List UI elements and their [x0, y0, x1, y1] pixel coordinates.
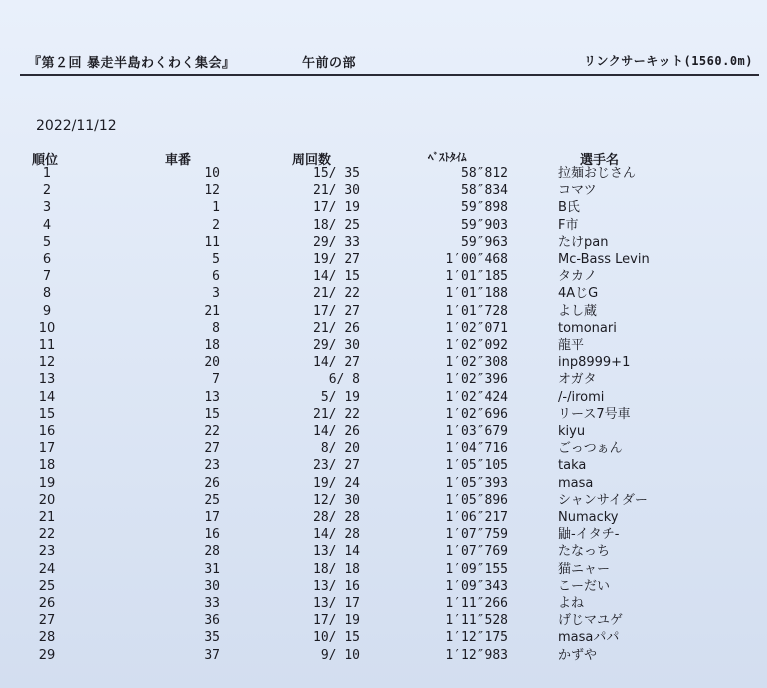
table-row	[20, 509, 758, 526]
best-time-cell: 1′00″468	[445, 252, 508, 268]
laps-cell: 14/ 28	[313, 527, 360, 543]
driver-name-cell: こーだい	[558, 578, 611, 594]
table-row	[20, 165, 758, 182]
best-time-cell: 1′02″071	[445, 320, 508, 336]
car-number-cell: 5	[212, 252, 220, 268]
best-time-cell: 1′05″896	[445, 492, 508, 508]
column-spacer	[508, 371, 558, 388]
rank-cell: 21	[38, 510, 56, 526]
column-spacer	[508, 423, 558, 440]
column-header-rank: 順位	[32, 153, 59, 168]
column-spacer	[508, 440, 558, 457]
car-number-cell: 3	[212, 286, 220, 302]
circuit-label: リンクサーキット(1560.0m)	[583, 54, 753, 68]
car-number-cell: 20	[204, 355, 220, 371]
driver-name-cell: 猫ニャー	[558, 561, 611, 577]
car-number-cell: 2	[212, 217, 220, 233]
laps-cell: 13/ 17	[313, 596, 360, 612]
laps-cell: 15/ 35	[313, 166, 360, 181]
table-row	[20, 612, 758, 629]
car-number-cell: 28	[204, 544, 220, 560]
driver-name-cell: 4AじG	[558, 286, 599, 302]
laps-cell: 9/ 10	[320, 647, 360, 663]
best-time-cell: 1′02″308	[445, 355, 508, 371]
rank-cell: 22	[38, 527, 56, 543]
laps-cell: 5/ 19	[320, 389, 360, 405]
table-row	[20, 475, 758, 492]
best-time-cell: 1′06″217	[445, 510, 508, 526]
rank-cell: 17	[38, 441, 56, 457]
column-spacer	[508, 182, 558, 199]
table-row	[20, 578, 758, 595]
car-number-cell: 10	[204, 166, 220, 181]
driver-name-cell: コマツ	[558, 183, 597, 199]
column-spacer	[508, 457, 558, 474]
best-time-cell: 1′11″266	[445, 596, 508, 612]
laps-cell: 21/ 22	[313, 286, 360, 302]
laps-cell: 13/ 14	[313, 544, 360, 560]
table-row	[20, 268, 758, 285]
rank-cell: 8	[42, 286, 52, 302]
car-number-cell: 25	[204, 492, 220, 508]
table-row	[20, 285, 758, 302]
driver-name-cell: 鼬-イタチ-	[558, 527, 620, 543]
column-spacer	[508, 612, 558, 629]
best-time-cell: 1′05″105	[445, 458, 508, 474]
best-time-cell: 1′02″696	[445, 406, 508, 422]
table-row	[20, 303, 758, 320]
rank-cell: 19	[38, 475, 56, 491]
rank-cell: 18	[38, 458, 56, 474]
rank-cell: 14	[38, 389, 56, 405]
driver-name-cell: リース7号車	[558, 406, 631, 422]
laps-cell: 12/ 30	[313, 492, 360, 508]
car-number-cell: 21	[204, 303, 220, 319]
column-spacer	[508, 217, 558, 234]
best-time-cell: 59″898	[461, 200, 508, 216]
table-row	[20, 492, 758, 509]
table-row	[20, 629, 758, 646]
best-time-cell: 1′09″155	[445, 561, 508, 577]
laps-cell: 29/ 30	[313, 338, 360, 354]
rank-cell: 7	[42, 269, 52, 285]
column-spacer	[508, 595, 558, 612]
best-time-cell: 1′01″188	[445, 286, 508, 302]
column-spacer	[508, 354, 558, 371]
laps-cell: 6/ 8	[328, 372, 360, 388]
column-spacer	[508, 251, 558, 268]
results-table	[20, 165, 758, 664]
table-row	[20, 457, 758, 474]
best-time-cell: 1′11″528	[445, 613, 508, 629]
laps-cell: 14/ 15	[313, 269, 360, 285]
driver-name-cell: B氏	[558, 200, 580, 216]
best-time-cell: 1′09″343	[445, 578, 508, 594]
rank-cell: 26	[38, 596, 56, 612]
rank-cell: 24	[38, 561, 56, 577]
driver-name-cell: 拉麺おじさん	[558, 166, 637, 181]
car-number-cell: 27	[204, 441, 220, 457]
car-number-cell: 13	[204, 389, 220, 405]
laps-cell: 21/ 30	[313, 183, 360, 199]
table-row	[20, 526, 758, 543]
laps-cell: 10/ 15	[313, 630, 360, 646]
header-divider	[20, 74, 759, 76]
car-number-cell: 35	[204, 630, 220, 646]
column-spacer	[508, 475, 558, 492]
best-time-cell: 1′12″983	[445, 647, 508, 663]
results-table-body	[20, 165, 758, 664]
laps-cell: 29/ 33	[313, 234, 360, 250]
table-row	[20, 354, 758, 371]
laps-cell: 19/ 27	[313, 252, 360, 268]
rank-cell: 29	[38, 647, 56, 663]
driver-name-cell: かずや	[558, 647, 598, 663]
driver-name-cell: kiyu	[558, 424, 586, 440]
rank-cell: 4	[42, 217, 52, 233]
car-number-cell: 12	[204, 183, 220, 199]
table-row	[20, 595, 758, 612]
driver-name-cell: masaパパ	[558, 630, 620, 646]
best-time-cell: 1′07″769	[445, 544, 508, 560]
table-row	[20, 320, 758, 337]
driver-name-cell: F市	[558, 217, 579, 233]
best-time-cell: 1′01″728	[445, 303, 508, 319]
column-spacer	[508, 337, 558, 354]
driver-name-cell: tomonari	[558, 320, 617, 336]
driver-name-cell: 龍平	[558, 338, 585, 354]
table-row	[20, 337, 758, 354]
rank-cell: 16	[38, 424, 56, 440]
driver-name-cell: ごっつぁん	[558, 441, 623, 457]
rank-cell: 1	[42, 166, 52, 181]
best-time-cell: 1′07″759	[445, 527, 508, 543]
laps-cell: 18/ 18	[313, 561, 360, 577]
rank-cell: 12	[38, 355, 56, 371]
best-time-cell: 58″834	[461, 183, 508, 199]
rank-cell: 28	[38, 630, 56, 646]
rank-cell: 9	[42, 303, 52, 319]
car-number-cell: 17	[204, 510, 220, 526]
table-row	[20, 561, 758, 578]
laps-cell: 18/ 25	[313, 217, 360, 233]
car-number-cell: 33	[204, 596, 220, 612]
laps-cell: 17/ 19	[313, 613, 360, 629]
column-spacer	[508, 234, 558, 251]
best-time-cell: 59″963	[461, 234, 508, 250]
car-number-cell: 6	[212, 269, 220, 285]
driver-name-cell: inp8999+1	[558, 355, 631, 371]
column-spacer	[508, 406, 558, 423]
laps-cell: 19/ 24	[313, 475, 360, 491]
car-number-cell: 18	[204, 338, 220, 354]
driver-name-cell: Numacky	[558, 510, 619, 526]
laps-cell: 13/ 16	[313, 578, 360, 594]
column-spacer	[508, 647, 558, 664]
best-time-cell: 1′02″092	[445, 338, 508, 354]
column-spacer	[508, 509, 558, 526]
driver-name-cell: /-/iromi	[558, 389, 605, 405]
driver-name-cell: Mc-Bass Levin	[558, 252, 650, 268]
car-number-cell: 31	[204, 561, 220, 577]
best-time-cell: 58″812	[461, 166, 508, 181]
laps-cell: 21/ 26	[313, 320, 360, 336]
table-row	[20, 647, 758, 664]
rank-cell: 20	[38, 492, 56, 508]
column-spacer	[508, 320, 558, 337]
column-spacer	[508, 526, 558, 543]
driver-name-cell: オガタ	[558, 372, 597, 388]
column-spacer	[508, 492, 558, 509]
driver-name-cell: たけpan	[558, 234, 609, 250]
rank-cell: 25	[38, 578, 56, 594]
car-number-cell: 23	[204, 458, 220, 474]
rank-cell: 10	[38, 320, 56, 336]
rank-cell: 13	[38, 372, 56, 388]
laps-cell: 17/ 27	[313, 303, 360, 319]
table-row	[20, 234, 758, 251]
column-header-best-time: ﾍﾞｽﾄﾀｲﾑ	[428, 151, 467, 164]
car-number-cell: 11	[204, 234, 220, 250]
driver-name-cell: タカノ	[558, 269, 598, 285]
table-row	[20, 440, 758, 457]
car-number-cell: 30	[204, 578, 220, 594]
car-number-cell: 8	[212, 320, 220, 336]
table-row	[20, 182, 758, 199]
car-number-cell: 26	[204, 475, 220, 491]
best-time-cell: 1′03″679	[445, 424, 508, 440]
car-number-cell: 1	[212, 200, 220, 216]
best-time-cell: 1′05″393	[445, 475, 508, 491]
column-spacer	[508, 629, 558, 646]
column-header-car-number: 車番	[165, 153, 192, 168]
driver-name-cell: よし蔵	[558, 303, 598, 319]
laps-cell: 14/ 27	[313, 355, 360, 371]
event-date: 2022/11/12	[36, 118, 117, 134]
column-header-driver-name: 選手名	[580, 153, 620, 168]
table-row	[20, 217, 758, 234]
car-number-cell: 7	[212, 372, 220, 388]
table-row	[20, 251, 758, 268]
car-number-cell: 16	[204, 527, 220, 543]
column-spacer	[508, 285, 558, 302]
rank-cell: 5	[42, 234, 52, 250]
column-header-laps: 周回数	[292, 153, 332, 168]
rank-cell: 3	[42, 200, 52, 216]
column-spacer	[508, 303, 558, 320]
rank-cell: 23	[38, 544, 56, 560]
table-row	[20, 543, 758, 560]
rank-cell: 11	[38, 338, 56, 354]
car-number-cell: 22	[204, 424, 220, 440]
table-row	[20, 199, 758, 216]
table-row	[20, 406, 758, 423]
rank-cell: 27	[38, 613, 56, 629]
car-number-cell: 15	[204, 406, 220, 422]
column-spacer	[508, 389, 558, 406]
column-spacer	[508, 578, 558, 595]
driver-name-cell: たなっち	[558, 544, 611, 560]
laps-cell: 23/ 27	[313, 458, 360, 474]
car-number-cell: 37	[204, 647, 220, 663]
laps-cell: 8/ 20	[320, 441, 360, 457]
driver-name-cell: シャンサイダー	[558, 492, 648, 508]
best-time-cell: 1′02″424	[445, 389, 508, 405]
event-title: 『第２回 暴走半島わくわく集会』	[28, 56, 236, 71]
laps-cell: 14/ 26	[313, 424, 360, 440]
best-time-cell: 1′01″185	[445, 269, 508, 285]
best-time-cell: 1′12″175	[445, 630, 508, 646]
best-time-cell: 1′02″396	[445, 372, 508, 388]
column-spacer	[508, 543, 558, 560]
laps-cell: 17/ 19	[313, 200, 360, 216]
driver-name-cell: よね	[558, 596, 585, 612]
column-spacer	[508, 165, 558, 182]
table-row	[20, 389, 758, 406]
rank-cell: 2	[42, 183, 52, 199]
rank-cell: 6	[42, 252, 52, 268]
car-number-cell: 36	[204, 613, 220, 629]
session-label: 午前の部	[302, 56, 357, 71]
column-spacer	[508, 199, 558, 216]
driver-name-cell: げじマユゲ	[558, 613, 624, 629]
rank-cell: 15	[38, 406, 56, 422]
driver-name-cell: taka	[558, 458, 587, 474]
table-row	[20, 423, 758, 440]
laps-cell: 21/ 22	[313, 406, 360, 422]
column-spacer	[508, 268, 558, 285]
best-time-cell: 1′04″716	[445, 441, 508, 457]
driver-name-cell: masa	[558, 475, 594, 491]
column-spacer	[508, 561, 558, 578]
table-row	[20, 371, 758, 388]
best-time-cell: 59″903	[461, 217, 508, 233]
laps-cell: 28/ 28	[313, 510, 360, 526]
